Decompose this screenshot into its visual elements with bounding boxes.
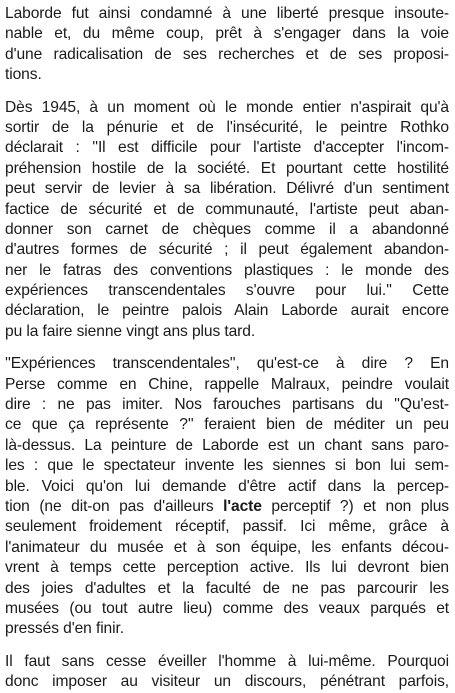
text-line: déclaration, le peintre palois Alain Laborde aurait encore <box>5 302 449 320</box>
paragraph-gap <box>5 86 449 98</box>
paragraph-2 <box>5 98 449 343</box>
text-line: déclarait : ''Il est difficile pour l'artiste d'accepter l'incom- <box>5 139 449 157</box>
text-line: seulement froidement réceptif, passif. Ici même, grâce à <box>5 518 449 536</box>
text-line: donner son carnet de chèques comme il a abandonné <box>5 220 449 238</box>
emphasis-text: l'acte <box>223 497 262 515</box>
text-line: peut servir de levier à sa libération. Délivré d'un sentiment <box>5 180 449 198</box>
text-line: pu la faire sienne vingt ans plus tard. <box>5 322 256 340</box>
text-line: là-dessus. La peinture de Laborde est un chant sans paro- <box>5 436 449 454</box>
text-line: vrent à temps cette perception active. Ils lui devront bien <box>5 559 449 577</box>
text-line: ce que ça représente ?'' feraient bien de méditer un peu <box>5 416 449 434</box>
text-line: Dès 1945, à un moment où le monde entier n'aspirait qu'à <box>5 98 449 116</box>
text-line: musées (ou tout autre lieu) comme des veaux parqués et <box>5 599 449 617</box>
text-line: des joies d'adultes et la faculté de ne pas parcourir les <box>5 579 449 597</box>
text-line: nable et, du même coup, prêt à s'engager dans la voie <box>5 25 449 43</box>
text-line: l'animateur du musée et à son équipe, les enfants décou- <box>5 538 449 556</box>
text-segment: perceptif ?) et non plus <box>261 497 449 515</box>
text-line: Laborde fut ainsi condamné à une liberté presque insoute- <box>5 5 449 22</box>
text-segment: tion (ne dit-on pas d'ailleurs <box>5 497 224 515</box>
paragraph-gap <box>5 640 449 652</box>
text-line: préhension hostile de la société. Et pourtant cette hostilité <box>5 159 449 177</box>
text-line: tions. <box>5 66 42 84</box>
text-line: Il faut sans cesse éveiller l'homme à lui-même. Pourquoi <box>5 652 449 670</box>
text-line: d'autres formes de sécurité ; il peut également abandon- <box>5 241 449 259</box>
text-line: dire : ne pas imiter. Nos farouches partisans du ''Qu'est- <box>5 396 449 414</box>
text-line: ble. Voici qu'on lui demande d'être actif dans la percep- <box>5 477 449 495</box>
text-line-with-emphasis <box>5 497 449 517</box>
paragraph-4 <box>5 652 449 693</box>
paragraph-gap <box>5 342 449 354</box>
text-line: factice de sécurité et de communauté, l'artiste peut aban- <box>5 200 449 218</box>
text-line: sortir de la pénurie et de l'insécurité, le peintre Rothko <box>5 118 449 136</box>
text-line: pressés d'en finir. <box>5 620 124 638</box>
paragraph-1 <box>5 4 449 86</box>
text-line: expériences transcendentales s'ouvre pour lui.'' Cette <box>5 282 449 300</box>
text-line: d'une radicalisation de ses recherches et de ses proposi- <box>5 45 449 63</box>
text-line: ''Expériences transcendentales'', qu'est-ce à dire ? En <box>5 355 449 373</box>
text-line: donc imposer au visiteur un discours, pénétrant parfois, <box>5 673 449 691</box>
text-line: Perse comme en Chine, rappelle Malraux, peindre voulait <box>5 375 449 393</box>
text-line: les : que le spectateur invente les siennes si bon lui sem- <box>5 457 449 475</box>
paragraph-3 <box>5 354 449 639</box>
text-line: ner le fatras des conventions plastiques : le monde des <box>5 261 449 279</box>
